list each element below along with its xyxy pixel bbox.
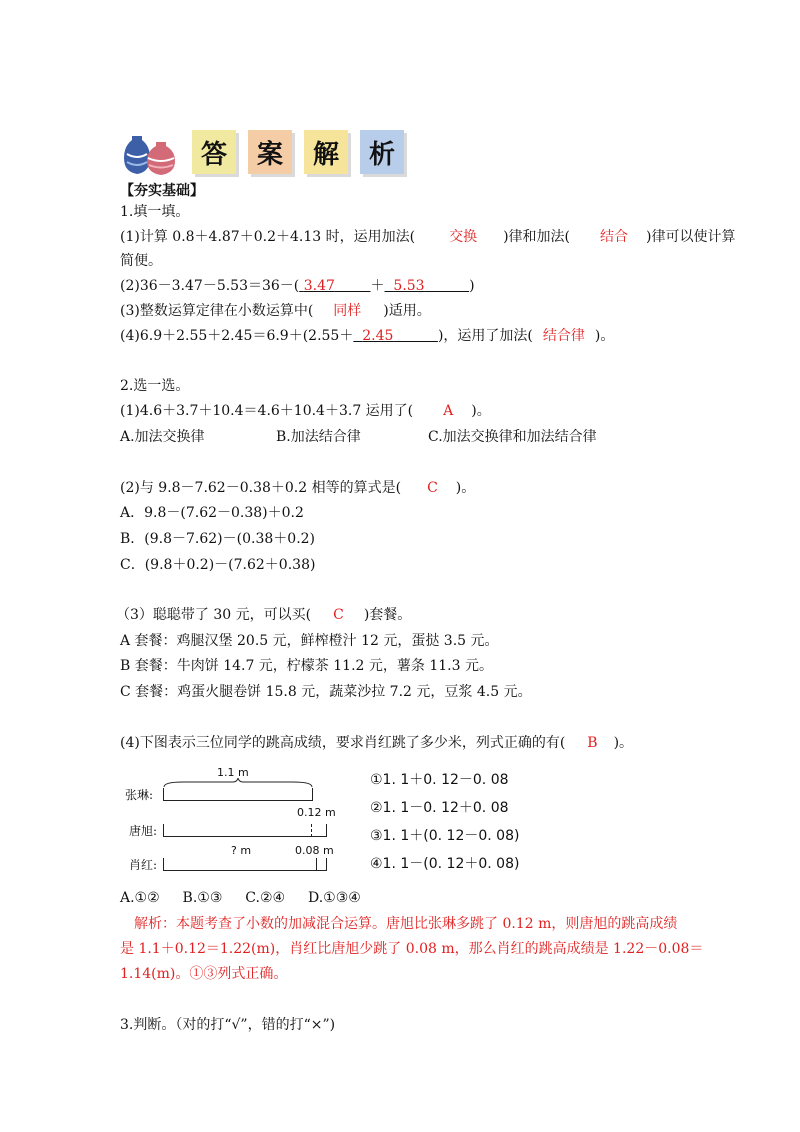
q2-sub2: (2)与 9.8－7.62－0.38＋0.2 相等的算式是( C )。 — [120, 480, 476, 496]
q1-part3: (3)整数运算定律在小数运算中( 同样 )适用。 — [120, 303, 431, 319]
q1-part4: (4)6.9＋2.55＋2.45＝6.9＋(2.55＋ 2.45 )，运用了加法( 结合律 )。 — [120, 328, 615, 344]
bar-xiaohong — [163, 858, 317, 871]
q2-sub4: (4)下图表示三位同学的跳高成绩，要求肖红跳了多少米，列式正确的有( B )。 — [120, 735, 634, 751]
brace-1 — [163, 778, 313, 788]
length-label-2: 0.12 m — [297, 806, 336, 819]
q2-sub1-option-b: B.加法结合律 — [276, 429, 361, 445]
banner-tile-2: 案 — [248, 130, 292, 174]
q2-answer-2: C — [427, 480, 438, 496]
q1-answer-1: 交换 — [449, 229, 478, 245]
banner-tile-4: 析 — [360, 130, 404, 174]
q2-sub1-option-a: A.加法交换律 — [120, 429, 205, 445]
label-tangxu: 唐旭: — [129, 824, 158, 838]
q1-part2: (2)36－3.47－5.53＝36－( 3.47 ＋ 5.53 ) — [120, 278, 475, 294]
section-title: 【夯实基础】 — [120, 183, 204, 199]
jump-height-diagram — [125, 760, 355, 880]
q1-answer-4: 5.53 — [393, 278, 425, 294]
explanation-line-3: 1.14(m)。①③列式正确。 — [120, 966, 288, 982]
q2-sub3-meal-c: C 套餐：鸡蛋火腿卷饼 15.8 元，蔬菜沙拉 7.2 元，豆浆 4.5 元。 — [120, 684, 532, 700]
q1-part1-cont: 简便。 — [120, 253, 162, 269]
q2-sub2-option-a: A．9.8－(7.62－0.38)＋0.2 — [120, 505, 304, 521]
vase-icon — [124, 132, 180, 178]
explanation-line-1: 解析：本题考查了小数的加减混合运算。唐旭比张琳多跳了 0.12 m，则唐旭的跳高成绩 — [134, 916, 678, 932]
q2-sub3-meal-a: A 套餐：鸡腿汉堡 20.5 元，鲜榨橙汁 12 元，蛋挞 3.5 元。 — [120, 633, 499, 649]
explanation-line-2: 是 1.1＋0.12＝1.22(m)，肖红比唐旭少跳了 0.08 m，那么肖红的跳高成绩是 1.22－0.08＝ — [120, 941, 704, 957]
q1-answer-3: 3.47 — [303, 278, 335, 294]
answer-banner — [120, 126, 420, 182]
length-label-1: 1.1 m — [217, 766, 249, 779]
bar-zhanglin — [163, 788, 313, 801]
formula-option-2: ②1. 1－0. 12＋0. 08 — [370, 800, 509, 816]
q2-sub3-meal-b: B 套餐：牛肉饼 14.7 元，柠檬茶 11.2 元，薯条 11.3 元。 — [120, 658, 493, 674]
q1-answer-6: 2.45 — [362, 328, 394, 344]
q1-answer-5: 同样 — [333, 303, 362, 319]
q2-sub4-choices: A.①② B.①③ C.②④ D.①③④ — [120, 890, 361, 906]
bar-xiaohong-gap — [316, 858, 327, 871]
q2-sub1-option-c: C.加法交换律和加法结合律 — [428, 429, 597, 445]
bar-tangxu — [163, 824, 312, 837]
label-xiaohong: 肖红: — [129, 858, 158, 872]
formula-option-1: ①1. 1＋0. 12－0. 08 — [370, 772, 509, 788]
q2-sub2-option-b: B．(9.8－7.62)－(0.38＋0.2) — [120, 531, 316, 547]
q2-sub2-option-c: C．(9.8＋0.2)－(7.62＋0.38) — [120, 557, 316, 573]
q3-title: 3.判断。（对的打“√”，错的打“×”) — [120, 1017, 336, 1033]
banner-tile-3: 解 — [304, 130, 348, 174]
q2-answer-4: B — [587, 735, 598, 751]
bar-tangxu-extra — [311, 824, 327, 837]
q2-title: 2.选一选。 — [120, 378, 190, 394]
q1-answer-7: 结合律 — [542, 328, 585, 344]
q2-answer-3: C — [333, 607, 344, 623]
q1-part1: (1)计算 0.8＋4.87＋0.2＋4.13 时，运用加法( 交换 )律和加法( 结合 )律可以使计算 — [120, 229, 736, 245]
q2-answer-1: A — [443, 403, 454, 419]
formula-option-3: ③1. 1＋(0. 12－0. 08) — [370, 828, 520, 844]
label-zhanglin: 张琳: — [125, 788, 154, 802]
q1-title: 1.填一填。 — [120, 204, 190, 220]
unknown-length-label: ? m — [231, 844, 252, 857]
q2-sub1: (1)4.6＋3.7＋10.4＝4.6＋10.4＋3.7 运用了( A )。 — [120, 403, 491, 419]
length-label-3: 0.08 m — [295, 844, 334, 857]
banner-tile-1: 答 — [192, 130, 236, 174]
formula-option-4: ④1. 1－(0. 12＋0. 08) — [370, 856, 520, 872]
q1-answer-2: 结合 — [600, 229, 629, 245]
q2-sub3: （3）聪聪带了 30 元，可以买( C )套餐。 — [116, 607, 412, 623]
